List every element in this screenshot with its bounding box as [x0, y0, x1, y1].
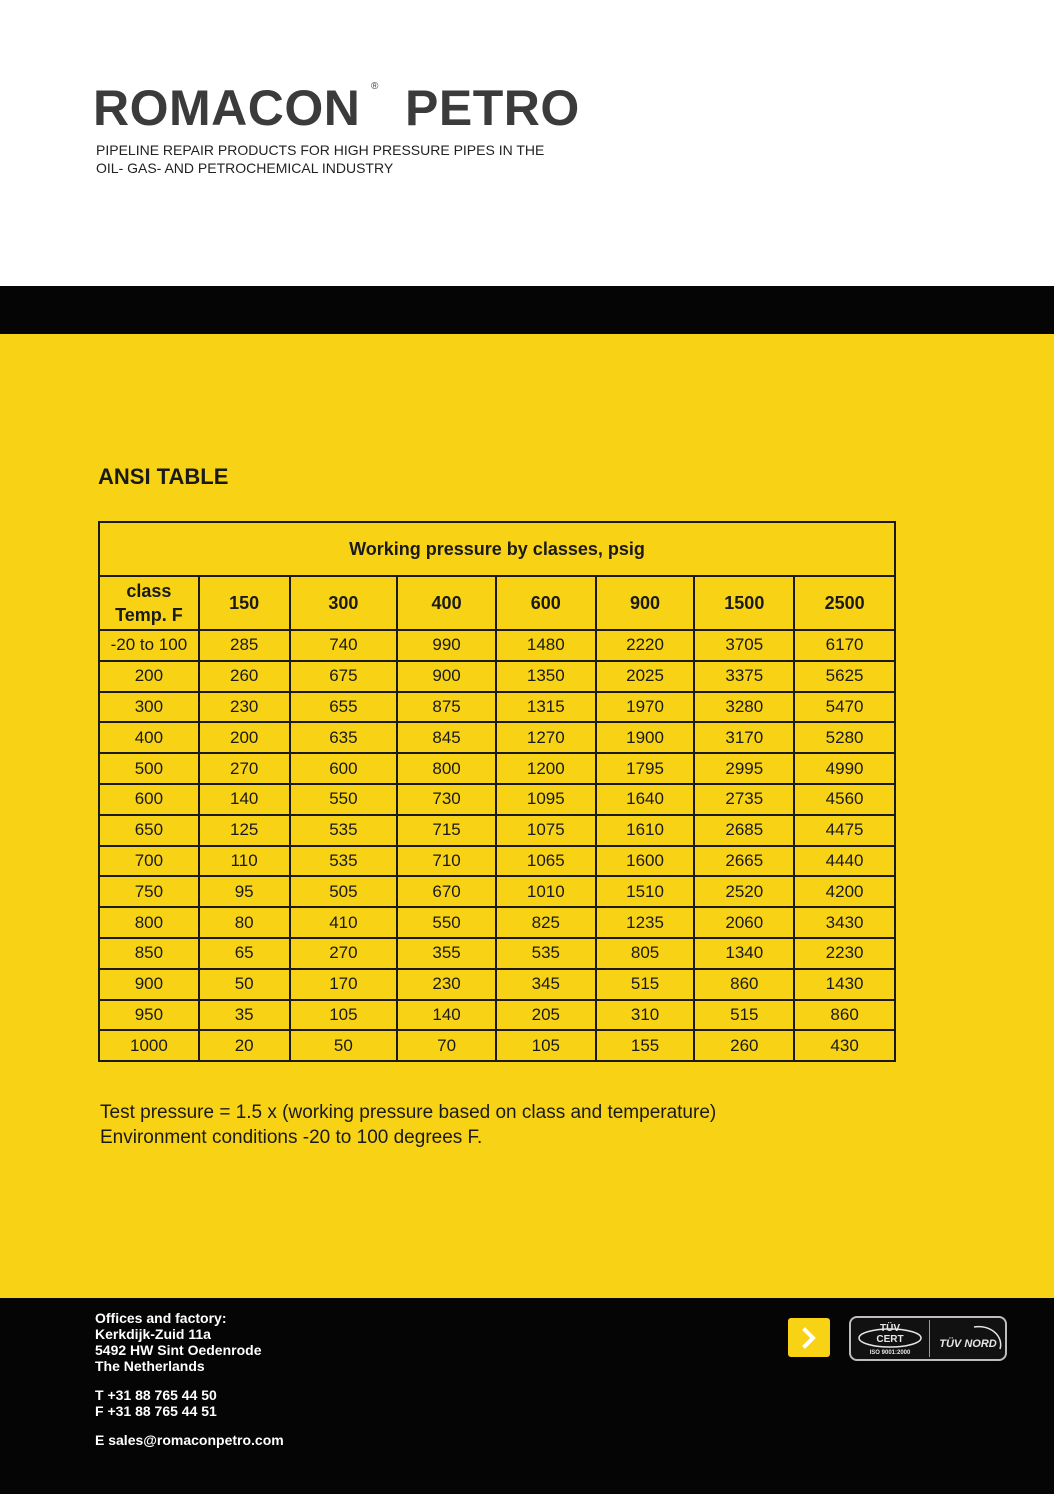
pressure-cell: 3280 [694, 692, 794, 723]
temperature-cell: -20 to 100 [99, 630, 199, 661]
test-pressure-note: Test pressure = 1.5 x (working pressure based on class and temperature) [100, 1102, 717, 1123]
pressure-cell: 355 [397, 938, 496, 969]
pressure-cell: 140 [199, 784, 290, 815]
pressure-cell: 860 [794, 1000, 895, 1031]
pressure-cell: 1235 [596, 907, 695, 938]
ansi-pressure-table [98, 521, 896, 1062]
pressure-cell: 65 [199, 938, 290, 969]
temperature-cell: 200 [99, 661, 199, 692]
pressure-cell: 2220 [596, 630, 695, 661]
page-header [0, 0, 1054, 286]
pressure-cell: 3430 [794, 907, 895, 938]
pressure-cell: 80 [199, 907, 290, 938]
table-row [99, 753, 895, 784]
temperature-cell: 900 [99, 969, 199, 1000]
pressure-cell: 2060 [694, 907, 794, 938]
tuv-nord-logo [934, 1321, 1004, 1357]
table-row [99, 722, 895, 753]
tuv-nord-text: TÜV NORD [939, 1338, 997, 1350]
tagline-line-2: OIL- GAS- AND PETROCHEMICAL INDUSTRY [96, 160, 394, 176]
pressure-cell: 2230 [794, 938, 895, 969]
chevron-right-icon [800, 1327, 818, 1349]
pressure-cell: 730 [397, 784, 496, 815]
pressure-cell: 800 [397, 753, 496, 784]
pressure-cell: 95 [199, 876, 290, 907]
table-row [99, 876, 895, 907]
pressure-cell: 505 [290, 876, 398, 907]
column-header-class-900: 900 [596, 576, 695, 630]
tuv-cert-top-text: TÜV [880, 1323, 900, 1334]
table-row [99, 938, 895, 969]
table-caption: Working pressure by classes, psig [99, 522, 895, 576]
pressure-cell: 2995 [694, 753, 794, 784]
pressure-cell: 900 [397, 661, 496, 692]
pressure-cell: 1270 [496, 722, 596, 753]
pressure-cell: 270 [199, 753, 290, 784]
table-row [99, 692, 895, 723]
tagline-line-1: PIPELINE REPAIR PRODUCTS FOR HIGH PRESSURE PIPES IN THE [96, 142, 545, 158]
pressure-cell: 875 [397, 692, 496, 723]
pressure-cell: 2665 [694, 846, 794, 877]
pressure-cell: 2735 [694, 784, 794, 815]
tuv-cert-logo [855, 1321, 925, 1357]
black-divider-band [0, 286, 1054, 334]
temperature-cell: 300 [99, 692, 199, 723]
logo-word-petro: PETRO [405, 80, 580, 136]
pressure-cell: 155 [596, 1030, 695, 1061]
pressure-cell: 285 [199, 630, 290, 661]
pressure-cell: 2520 [694, 876, 794, 907]
pressure-cell: 535 [496, 938, 596, 969]
table-notes [100, 1100, 716, 1150]
pressure-cell: 715 [397, 815, 496, 846]
table-row [99, 815, 895, 846]
pressure-cell: 1350 [496, 661, 596, 692]
temperature-cell: 650 [99, 815, 199, 846]
email-address: E sales@romaconpetro.com [95, 1432, 284, 1448]
address-street: Kerkdijk-Zuid 11a [95, 1326, 211, 1342]
pressure-cell: 655 [290, 692, 398, 723]
pressure-cell: 710 [397, 846, 496, 877]
pressure-cell: 825 [496, 907, 596, 938]
romacon-petro-logo [93, 80, 580, 136]
pressure-cell: 2685 [694, 815, 794, 846]
temperature-cell: 950 [99, 1000, 199, 1031]
table-row [99, 630, 895, 661]
table-row [99, 661, 895, 692]
pressure-cell: 6170 [794, 630, 895, 661]
corner-class-label: class [126, 581, 172, 601]
pressure-cell: 1010 [496, 876, 596, 907]
column-header-class-1500: 1500 [694, 576, 794, 630]
column-header-class-150: 150 [199, 576, 290, 630]
pressure-cell: 230 [199, 692, 290, 723]
iso-standard-text: ISO 9001:2000 [869, 1350, 911, 1356]
pressure-cell: 550 [397, 907, 496, 938]
column-header-row [99, 576, 895, 630]
pressure-cell: 260 [694, 1030, 794, 1061]
temperature-cell: 700 [99, 846, 199, 877]
pressure-cell: 3375 [694, 661, 794, 692]
pressure-cell: 260 [199, 661, 290, 692]
pressure-cell: 4200 [794, 876, 895, 907]
pressure-cell: 550 [290, 784, 398, 815]
pressure-cell: 1510 [596, 876, 695, 907]
pressure-cell: 3170 [694, 722, 794, 753]
pressure-cell: 105 [496, 1030, 596, 1061]
pressure-cell: 125 [199, 815, 290, 846]
next-button[interactable] [788, 1318, 830, 1357]
pressure-cell: 1065 [496, 846, 596, 877]
pressure-cell: 410 [290, 907, 398, 938]
pressure-cell: 675 [290, 661, 398, 692]
pressure-cell: 860 [694, 969, 794, 1000]
temperature-cell: 750 [99, 876, 199, 907]
temperature-cell: 400 [99, 722, 199, 753]
certification-badge [849, 1316, 1007, 1361]
corner-header [99, 576, 199, 630]
pressure-cell: 515 [596, 969, 695, 1000]
pressure-cell: 200 [199, 722, 290, 753]
pressure-cell: 140 [397, 1000, 496, 1031]
pressure-cell: 740 [290, 630, 398, 661]
pressure-cell: 35 [199, 1000, 290, 1031]
fax-number: F +31 88 765 44 51 [95, 1403, 217, 1419]
page-footer [0, 1298, 1054, 1494]
pressure-cell: 600 [290, 753, 398, 784]
pressure-cell: 1200 [496, 753, 596, 784]
pressure-cell: 1610 [596, 815, 695, 846]
table-row [99, 846, 895, 877]
pressure-cell: 5280 [794, 722, 895, 753]
main-content [0, 334, 1054, 1298]
pressure-cell: 20 [199, 1030, 290, 1061]
address-heading: Offices and factory: [95, 1310, 227, 1326]
table-row [99, 907, 895, 938]
pressure-cell: 345 [496, 969, 596, 1000]
pressure-cell: 310 [596, 1000, 695, 1031]
table-row [99, 1000, 895, 1031]
temperature-cell: 1000 [99, 1030, 199, 1061]
pressure-cell: 4440 [794, 846, 895, 877]
pressure-cell: 3705 [694, 630, 794, 661]
table-body [99, 630, 895, 1061]
pressure-cell: 430 [794, 1030, 895, 1061]
temperature-cell: 800 [99, 907, 199, 938]
temperature-cell: 600 [99, 784, 199, 815]
pressure-cell: 270 [290, 938, 398, 969]
pressure-cell: 1315 [496, 692, 596, 723]
logo-word-romacon: ROMACON [93, 80, 361, 136]
temperature-cell: 500 [99, 753, 199, 784]
pressure-cell: 4560 [794, 784, 895, 815]
pressure-cell: 105 [290, 1000, 398, 1031]
section-title: ANSI TABLE [98, 464, 229, 489]
pressure-cell: 1075 [496, 815, 596, 846]
pressure-cell: 5470 [794, 692, 895, 723]
pressure-cell: 515 [694, 1000, 794, 1031]
column-header-class-600: 600 [496, 576, 596, 630]
pressure-cell: 50 [290, 1030, 398, 1061]
pressure-cell: 1430 [794, 969, 895, 1000]
pressure-cell: 535 [290, 846, 398, 877]
address-city: 5492 HW Sint Oedenrode [95, 1342, 262, 1358]
pressure-cell: 4990 [794, 753, 895, 784]
pressure-cell: 110 [199, 846, 290, 877]
pressure-cell: 2025 [596, 661, 695, 692]
pressure-cell: 1795 [596, 753, 695, 784]
pressure-cell: 670 [397, 876, 496, 907]
table-row [99, 1030, 895, 1061]
pressure-cell: 1095 [496, 784, 596, 815]
corner-temp-label: Temp. F [115, 605, 183, 625]
tuv-cert-mid-text: CERT [876, 1334, 904, 1345]
table-row [99, 784, 895, 815]
pressure-cell: 1480 [496, 630, 596, 661]
pressure-cell: 1640 [596, 784, 695, 815]
pressure-cell: 1970 [596, 692, 695, 723]
pressure-cell: 535 [290, 815, 398, 846]
pressure-cell: 50 [199, 969, 290, 1000]
company-tagline [96, 141, 576, 177]
column-header-class-300: 300 [290, 576, 398, 630]
pressure-cell: 635 [290, 722, 398, 753]
temperature-cell: 850 [99, 938, 199, 969]
pressure-cell: 805 [596, 938, 695, 969]
pressure-cell: 1340 [694, 938, 794, 969]
pressure-cell: 1900 [596, 722, 695, 753]
column-header-class-400: 400 [397, 576, 496, 630]
pressure-cell: 1600 [596, 846, 695, 877]
environment-note: Environment conditions -20 to 100 degrees F. [100, 1127, 483, 1148]
pressure-cell: 4475 [794, 815, 895, 846]
address-country: The Netherlands [95, 1358, 205, 1374]
registered-mark: ® [371, 81, 379, 92]
table-row [99, 969, 895, 1000]
pressure-cell: 70 [397, 1030, 496, 1061]
pressure-cell: 845 [397, 722, 496, 753]
pressure-cell: 990 [397, 630, 496, 661]
column-header-class-2500: 2500 [794, 576, 895, 630]
phone-number: T +31 88 765 44 50 [95, 1387, 217, 1403]
pressure-cell: 5625 [794, 661, 895, 692]
contact-block [95, 1310, 284, 1448]
pressure-cell: 170 [290, 969, 398, 1000]
pressure-cell: 205 [496, 1000, 596, 1031]
pressure-cell: 230 [397, 969, 496, 1000]
